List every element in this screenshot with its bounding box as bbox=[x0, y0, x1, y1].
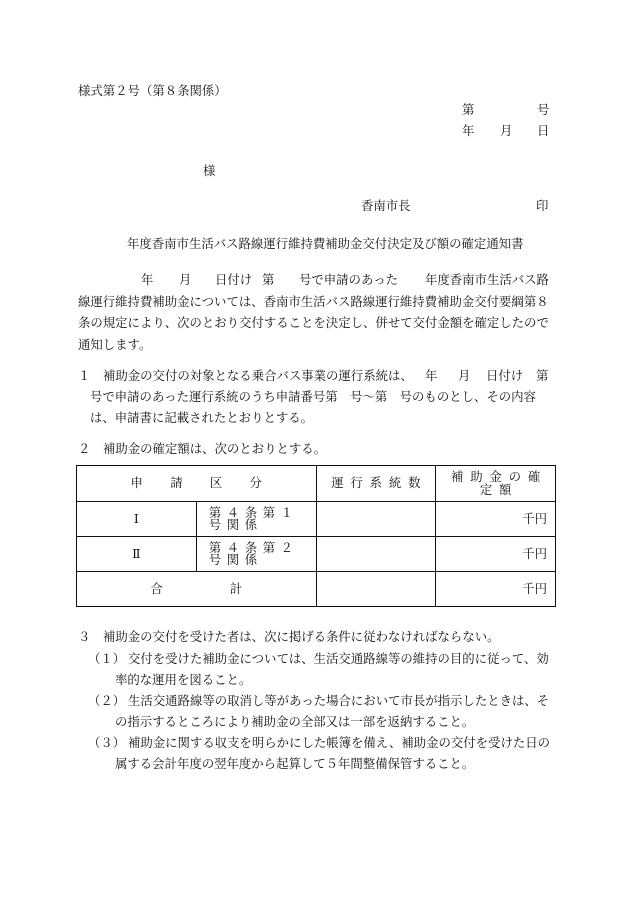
table-row bbox=[77, 537, 556, 572]
header-route-count: 運行系統数 bbox=[316, 466, 436, 502]
condition-3-line-1: 補助金に関する収支を明らかにした帳簿を備え、補助金の交付を受けた日の bbox=[128, 735, 551, 750]
intro-line-3: 条の規定により、次のとおり交付することを決定し、併せて交付金額を確定したので bbox=[78, 315, 549, 330]
item-3-number: ３ bbox=[78, 629, 91, 644]
row-1-amount: 千円 bbox=[436, 502, 556, 537]
intro-applied: 号で申請のあった bbox=[299, 272, 399, 287]
item-1-text: 補助金の交付の対象となる乗合バス事業の運行系統は、 bbox=[103, 368, 413, 383]
doc-date-month: 月 bbox=[500, 123, 513, 138]
row-2-category: 第４条第２号関係 bbox=[196, 537, 316, 572]
doc-number-dai: 第 bbox=[462, 102, 475, 117]
intro-date: 日付け bbox=[215, 272, 253, 287]
row-2-number: Ⅱ bbox=[77, 537, 197, 572]
intro-subsidy-year: 年度香南市生活バス路 bbox=[425, 272, 549, 287]
condition-2-line-2: の指示するところにより補助金の全部又は一部を返納すること。 bbox=[115, 714, 475, 729]
condition-2-number: （２） bbox=[88, 693, 126, 708]
issuer-name: 香南市長 bbox=[361, 198, 411, 213]
item-1-line-2: 号で申請のあった運行系統のうち申請番号第 号～第 号のものとし、その内容 bbox=[90, 389, 536, 404]
row-2-route-count bbox=[316, 537, 436, 572]
item-2-text: 補助金の確定額は、次のとおりとする。 bbox=[103, 441, 327, 456]
doc-date-year: 年 bbox=[462, 123, 475, 138]
item-1-number: １ bbox=[78, 368, 91, 383]
condition-1-line-2: 率的な運用を図ること。 bbox=[115, 672, 252, 687]
row-1-number: Ⅰ bbox=[77, 502, 197, 537]
doc-date-day: 日 bbox=[537, 123, 550, 138]
intro-line-4: 通知します。 bbox=[78, 337, 152, 352]
item-1-line-3: は、申請書に記載されたとおりとする。 bbox=[90, 410, 314, 425]
row-1-category: 第４条第１号関係 bbox=[196, 502, 316, 537]
row-1-route-count bbox=[316, 502, 436, 537]
doc-number-go: 号 bbox=[537, 102, 550, 117]
condition-2-line-1: 生活交通路線等の取消し等があった場合において市長が指示したときは、そ bbox=[128, 693, 550, 708]
condition-3-line-2: 属する会計年度の翌年度から起算して５年間整備保管すること。 bbox=[115, 756, 475, 771]
item-1-year: 年 bbox=[425, 368, 438, 383]
subsidy-table bbox=[76, 465, 556, 607]
condition-1-number: （１） bbox=[88, 651, 126, 666]
total-label: 合計 bbox=[77, 572, 317, 607]
table-row bbox=[77, 502, 556, 537]
item-2-number: ２ bbox=[78, 441, 91, 456]
table-total-row bbox=[77, 572, 556, 607]
intro-month: 月 bbox=[179, 272, 192, 287]
intro-year: 年 bbox=[141, 272, 154, 287]
intro-line-2: 線運行維持費補助金については、香南市生活バス路線運行維持費補助金交付要綱第８ bbox=[78, 294, 549, 309]
total-route-count bbox=[316, 572, 436, 607]
item-1-date: 日付け bbox=[486, 368, 524, 383]
form-label: 様式第２号（第８条関係） bbox=[78, 83, 227, 98]
table-header-row bbox=[77, 466, 556, 502]
item-1-month: 月 bbox=[458, 368, 471, 383]
header-application-category: 申請区分 bbox=[77, 466, 317, 502]
intro-dai: 第 bbox=[262, 272, 275, 287]
issuer-seal: 印 bbox=[536, 198, 549, 213]
row-2-amount: 千円 bbox=[436, 537, 556, 572]
addressee-suffix: 様 bbox=[203, 163, 216, 178]
item-3-text: 補助金の交付を受けた者は、次に掲げる条件に従わなければならない。 bbox=[103, 629, 500, 644]
header-confirmed-amount: 補助金の確定額 bbox=[436, 466, 556, 502]
condition-3-number: （３） bbox=[88, 735, 126, 750]
condition-1-line-1: 交付を受けた補助金については、生活交通路線等の維持の目的に従って、効 bbox=[128, 651, 549, 666]
total-amount: 千円 bbox=[436, 572, 556, 607]
document-title: 年度香南市生活バス路線運行維持費補助金交付決定及び額の確定通知書 bbox=[127, 236, 524, 251]
item-1-dai: 第 bbox=[536, 368, 549, 383]
